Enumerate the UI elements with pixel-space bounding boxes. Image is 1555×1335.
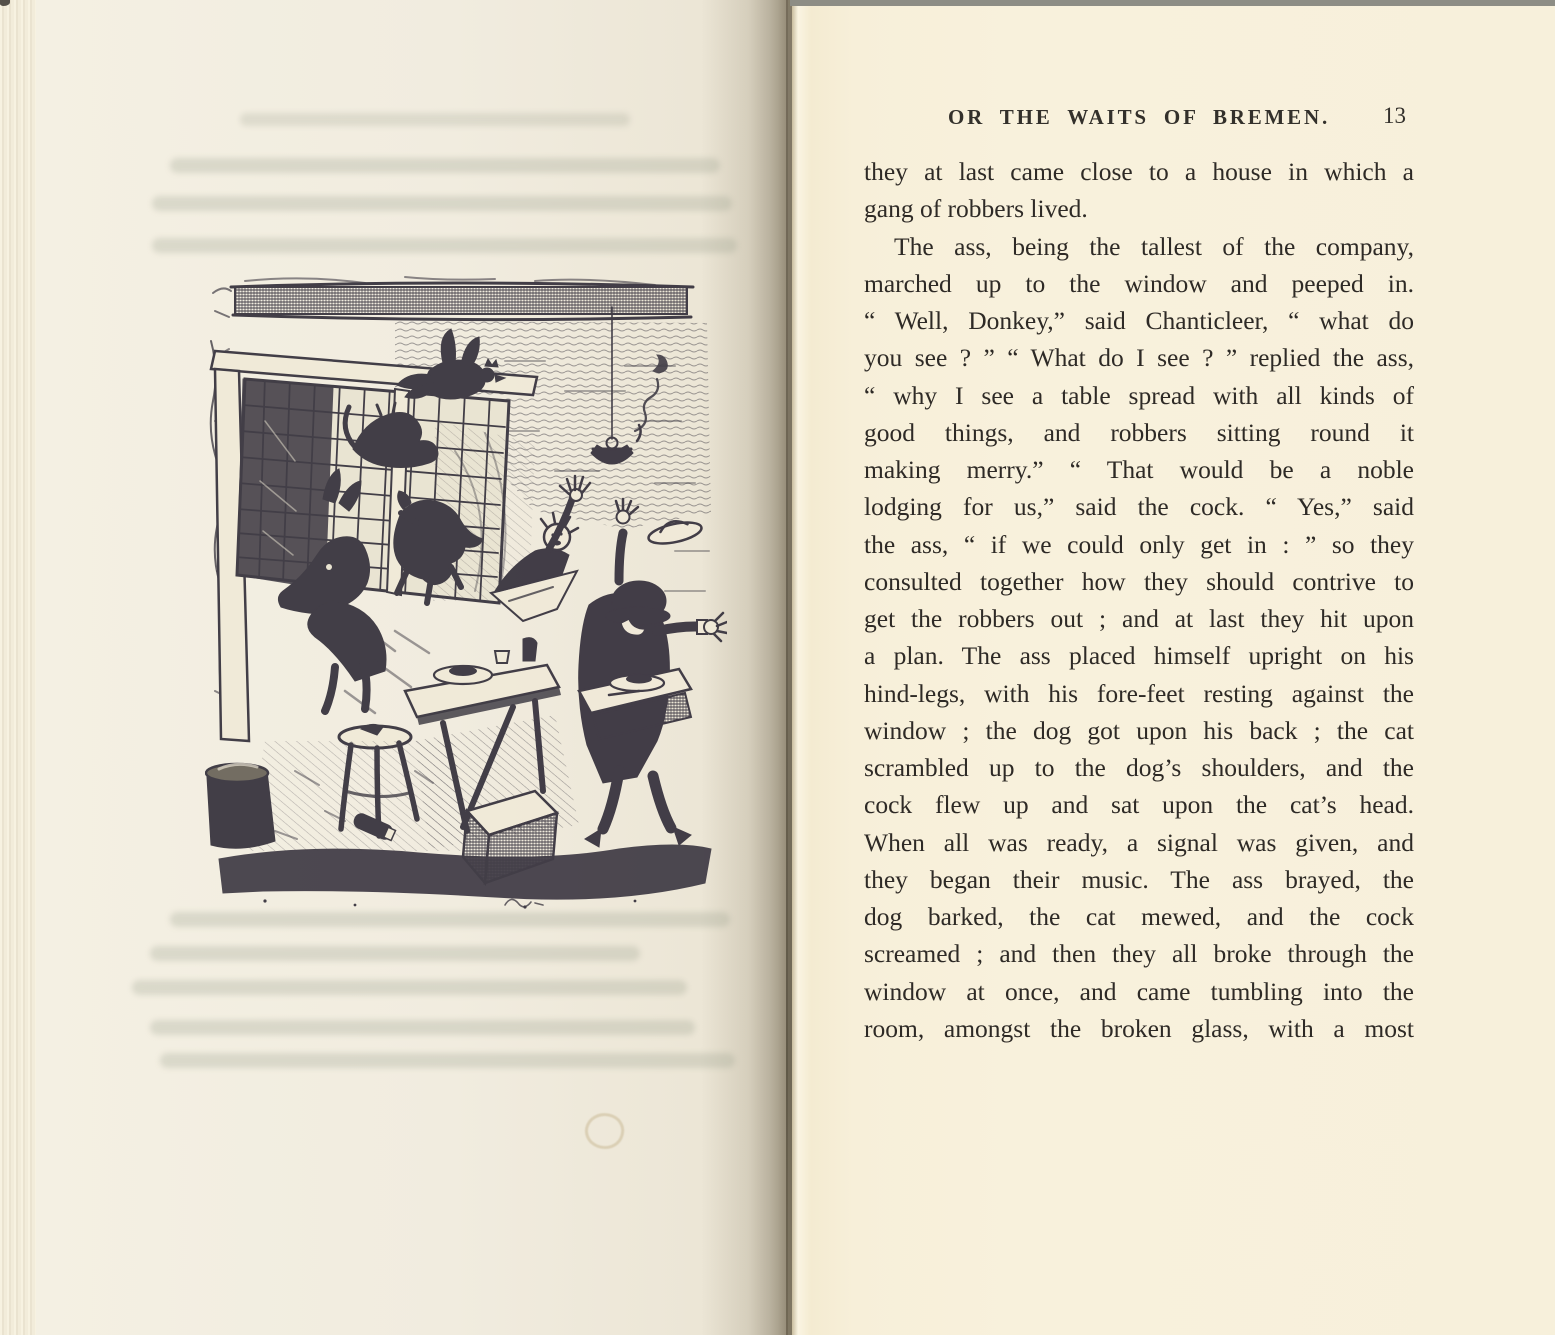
ghost-text-row [170,912,730,927]
running-header: OR THE WAITS OF BREMEN. [948,105,1330,129]
text-line: window at once, and came tumbling into the [864,976,1414,1006]
text-line: window ; the dog got upon his back ; the cat [864,715,1414,745]
text-line: making merry.” “ That would be a noble [864,455,1414,484]
text-line: they at last came close to a house in which a [864,157,1414,186]
ghost-text-row [150,1020,695,1035]
body-text-column [864,153,1414,1047]
text-line: marched up to the window and peeped in. [864,268,1414,298]
ghost-text-row [170,158,720,173]
text-line: The ass, being the tallest of the company, [894,231,1414,261]
ghost-text-row [132,980,687,995]
text-line: they began their music. The ass brayed, the [864,864,1414,894]
running-header-row [864,103,1414,137]
ghost-text-row [240,113,630,126]
text-line: the ass, “ if we could only get in : ” so they [864,529,1414,559]
ghost-text-row [152,196,732,211]
ghost-text-row [160,1053,735,1068]
text-line: dog barked, the cat mewed, and the cock [864,902,1414,931]
gutter-spine-line [786,0,792,1335]
text-line: scrambled up to the dog’s shoulders, and the [864,753,1414,782]
text-line: “ Well, Donkey,” said Chanticleer, “ what do [864,306,1414,335]
text-line: screamed ; and then they all broke through the [864,939,1414,969]
bremen-robbers-illustration [205,271,727,911]
text-line: cock flew up and sat upon the cat’s head. [864,790,1414,820]
text-line: When all was ready, a signal was given, and [864,827,1414,857]
ghost-text-row [150,946,640,961]
text-line: you see ? ” “ What do I see ? ” replied the ass, [864,343,1414,373]
text-line: good things, and robbers sitting round it [864,417,1414,447]
page-edge-stack [0,0,38,1335]
text-line: get the robbers out ; and at last they hit upon [864,604,1414,633]
text-line: “ why I see a table spread with all kinds of [864,380,1414,410]
text-line: hind-legs, with his fore-feet resting against the [864,678,1414,708]
text-line: gang of robbers lived. [864,194,1088,224]
text-line: consulted together how they should contrive to [864,566,1414,596]
page-number: 13 [1383,103,1406,128]
text-line: a plan. The ass placed himself upright on his [864,641,1414,671]
text-line: lodging for us,” said the cock. “ Yes,” said [864,492,1414,522]
engraver-mark [505,899,543,906]
ghost-text-row [152,238,737,253]
text-line: room, amongst the broken glass, with a most [864,1013,1414,1043]
scan-edge-strip [790,0,1555,6]
